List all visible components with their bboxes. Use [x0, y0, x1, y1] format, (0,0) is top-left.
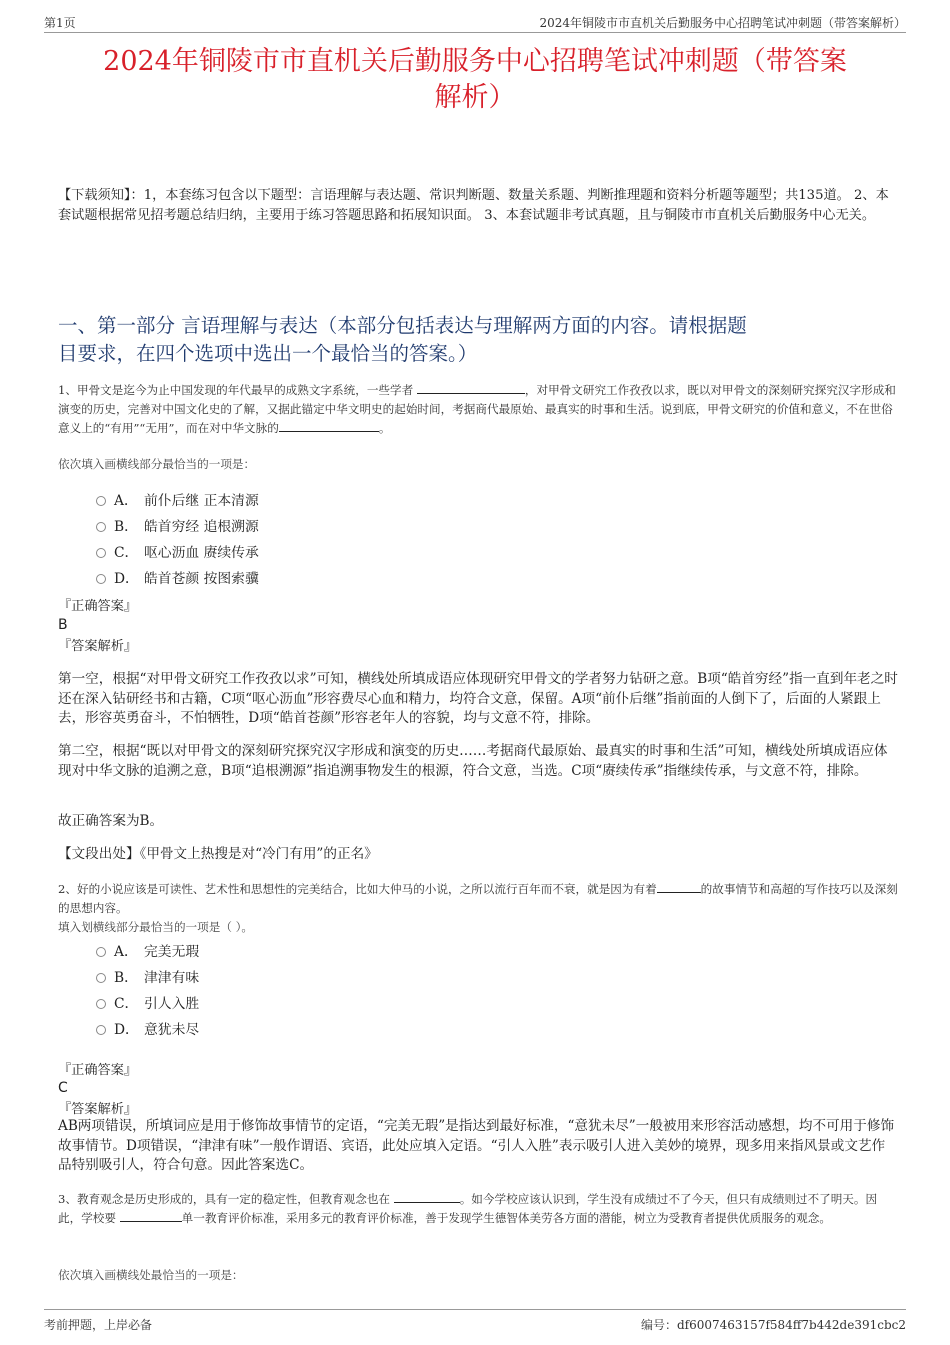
- q1-source: 【文段出处】《甲骨文上热搜是对“冷门有用”的正名》: [58, 846, 378, 862]
- question-3-text-b: 。如今学校应该认识到，学生没有成绩过不了今天，但只有成绩则过不了明天。因此，学校要: [58, 1192, 878, 1225]
- radio-icon[interactable]: [96, 947, 106, 957]
- header-divider: [44, 32, 906, 33]
- radio-icon[interactable]: [96, 973, 106, 983]
- footer-slogan: 考前押题，上岸必备: [44, 1318, 153, 1332]
- question-3-text-a: 3、教育观念是历史形成的，具有一定的稳定性，但教育观念也在: [58, 1192, 391, 1206]
- radio-icon[interactable]: [96, 1025, 106, 1035]
- question-2-text-b: 的故事情节和高超的写作技巧以及深刻的思想内容。: [58, 882, 898, 915]
- answer-blank: [657, 881, 701, 893]
- section-heading-line1: 一、第一部分 言语理解与表达（本部分包括表达与理解两方面的内容。请根据题: [58, 314, 747, 337]
- q1-answer: B: [58, 617, 68, 633]
- radio-icon[interactable]: [96, 522, 106, 532]
- q1-analysis-label: 『答案解析』: [58, 639, 138, 654]
- answer-blank: [417, 382, 525, 394]
- footer-serial: 编号：df6007463157f584ff7b442de391cbc2: [640, 1318, 906, 1332]
- question-1-text-b: ，对甲骨文研究工作孜孜以求，既以对甲骨文的深刻研究探究汉字形成和演变的历史，完善对中国文化史的了解，又据此锚定中华文明史的起始时间，考据商代最原始、最真实的时事和生活。说到底，甲骨文研究的价值和意义，不在世俗意义上的“有用”“无用”，而在对中华文脉的: [58, 383, 896, 435]
- q1-analysis-paragraph-3: 故正确答案为B。: [58, 813, 164, 829]
- answer-blank: [394, 1191, 460, 1203]
- q2-analysis-label: 『答案解析』: [58, 1102, 138, 1117]
- document-title: [44, 44, 906, 116]
- q2-option-a[interactable]: A． 完美无瑕: [96, 942, 199, 962]
- question-2-text-a: 2、好的小说应该是可读性、艺术性和思想性的完美结合，比如大仲马的小说，之所以流行百年而不衰，就是因为有着: [58, 882, 657, 896]
- question-1-text-c: 。: [378, 421, 391, 435]
- question-3-text: [58, 1190, 898, 1228]
- q1-analysis-paragraph-2: 第二空，根据“既以对甲骨文的深刻研究探究汉字形成和演变的历史……考据商代最原始、最真实的时事和生活”可知，横线处所填成语应体现对中华文脉的追溯之意，B项“追根溯源”指追溯事物发生的根源，符合文意，当选。C项“赓续传承”指继续传承，与文意不符，排除。: [58, 743, 888, 779]
- q1-option-c[interactable]: C． 呕心沥血 赓续传承: [96, 543, 259, 563]
- download-notice: 【下载须知】：1，本套练习包含以下题型：言语理解与表达题、常识判断题、数量关系题、判断推理题和资料分析题等题型；共135道。 2、本套试题根据常见招考题总结归纳，主要用于练习答题思路和拓展知识面。 3、本套试题非考试真题，且与铜陵市市直机关后勤服务中心无关。: [58, 188, 889, 223]
- q2-option-b[interactable]: B． 津津有味: [96, 968, 199, 988]
- question-1-text-a: 1、甲骨文是迄今为止中国发现的年代最早的成熟文字系统，一些学者: [58, 383, 414, 397]
- document-title-line2: 解析）: [434, 82, 516, 113]
- radio-icon[interactable]: [96, 999, 106, 1009]
- q1-option-b[interactable]: B． 皓首穷经 追根溯源: [96, 517, 259, 537]
- document-title-line1: 2024年铜陵市市直机关后勤服务中心招聘笔试冲刺题（带答案: [103, 46, 847, 77]
- question-1-text: [58, 381, 898, 438]
- question-2-instruction: 填入划横线部分最恰当的一项是（ ）。: [58, 920, 253, 934]
- footer-divider: [44, 1309, 906, 1310]
- section-heading: [58, 312, 898, 368]
- page-number: 第1页: [44, 16, 76, 30]
- q2-option-d[interactable]: D． 意犹未尽: [96, 1020, 199, 1040]
- question-1-instruction: 依次填入画横线部分最恰当的一项是：: [58, 457, 256, 471]
- question-2-text: [58, 880, 898, 918]
- q2-answer: C: [58, 1080, 68, 1096]
- q2-option-c[interactable]: C． 引人入胜: [96, 994, 199, 1014]
- q1-analysis-paragraph-1: 第一空，根据“对甲骨文研究工作孜孜以求”可知，横线处所填成语应体现研究甲骨文的学者努力钻研之意。B项“皓首穷经”指一直到年老之时还在深入钻研经书和古籍，C项“呕心沥血”形容费尽心血和精力，均符合文意，保留。A项“前仆后继”指前面的人倒下了，后面的人紧跟上去，形容英勇奋斗，不怕牺牲，D项“皓首苍颜”形容老年人的容貌，均与文意不符，排除。: [58, 671, 898, 726]
- q1-option-d[interactable]: D． 皓首苍颜 按图索骥: [96, 569, 259, 589]
- answer-blank: [279, 420, 379, 432]
- q1-answer-label: 『正确答案』: [58, 599, 138, 614]
- radio-icon[interactable]: [96, 548, 106, 558]
- question-3-text-c: 单一教育评价标准，采用多元的教育评价标准，善于发现学生德智体美劳各方面的潜能，树立为受教育者提供优质服务的观念。: [181, 1211, 831, 1225]
- q1-option-a[interactable]: A． 前仆后继 正本清源: [96, 491, 259, 511]
- q2-analysis: AB两项错误，所填词应是用于修饰故事情节的定语，“完美无瑕”是指达到最好标准，“意犹未尽”一般被用来形容活动感想，均不可用于修饰故事情节。D项错误，“津津有味”一般作谓语、宾语，此处应填入定语。“引人入胜”表示吸引人进入美妙的境界，现多用来指风景或文艺作品特别吸引人，符合句意。因此答案选C。: [58, 1118, 895, 1173]
- answer-blank: [120, 1210, 182, 1222]
- running-header-title: 2024年铜陵市市直机关后勤服务中心招聘笔试冲刺题（带答案解析）: [539, 16, 906, 30]
- question-3-instruction: 依次填入画横线处最恰当的一项是：: [58, 1268, 244, 1282]
- radio-icon[interactable]: [96, 574, 106, 584]
- q2-answer-label: 『正确答案』: [58, 1063, 138, 1078]
- radio-icon[interactable]: [96, 496, 106, 506]
- section-heading-line2: 目要求，在四个选项中选出一个最恰当的答案。）: [58, 342, 478, 365]
